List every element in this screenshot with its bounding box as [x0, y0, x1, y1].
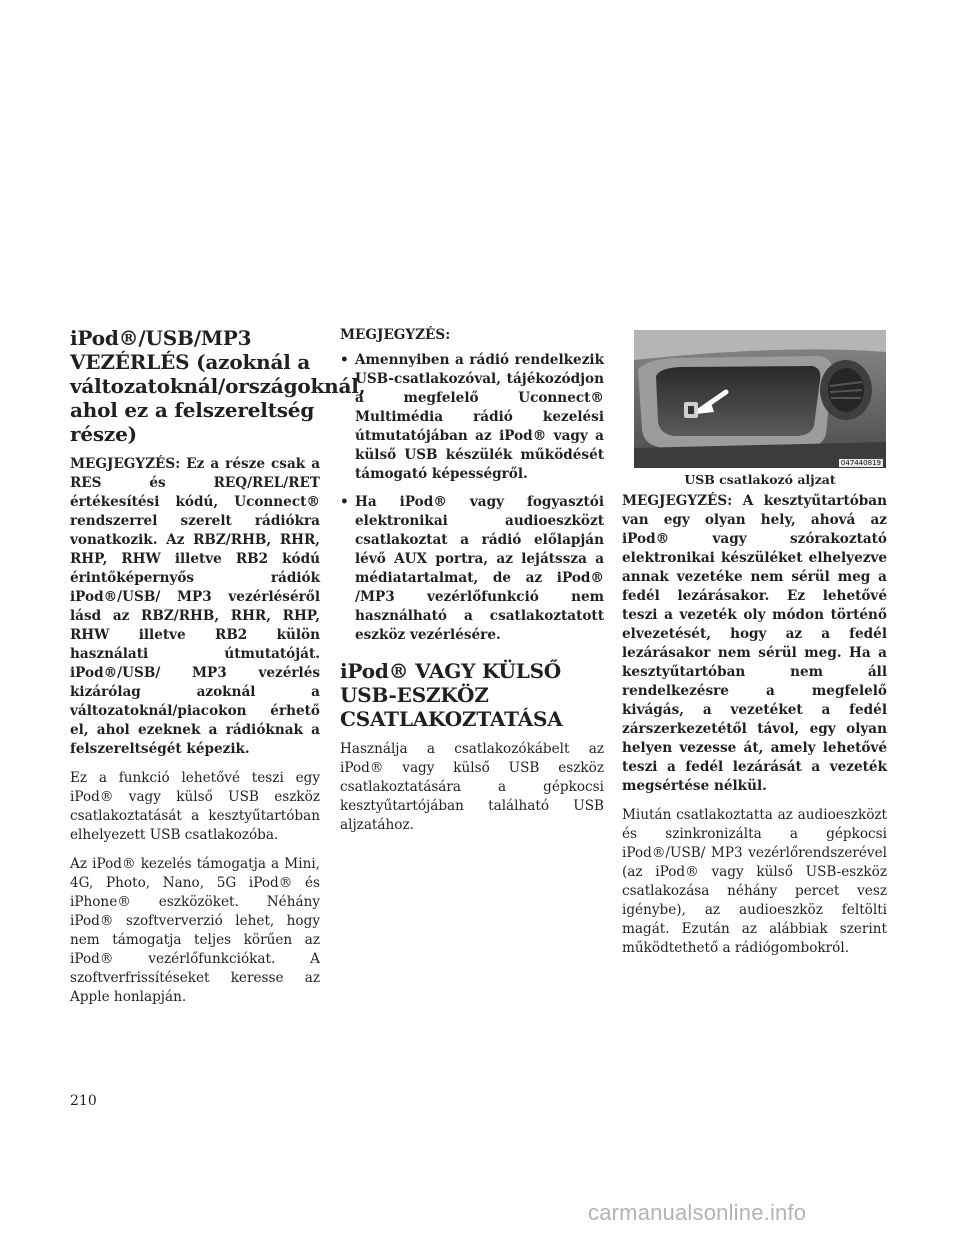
glovebox-illustration [634, 330, 886, 468]
note-radio-codes: MEGJEGYZÉS: Ez a része csak a RES és REQ/REL/RET értékesítési kódú, Uconnect® rendszerrel szerelt rádiókra vonatkozik. Az RBZ/RHB, RHR, RHP, RHW illetve RB2 kódú érintőképernyős rádiók iPod®/USB/ MP3 vezérléséről lásd az RBZ/RHB, RHR, RHP, RHW illetve RB2 külön használati útmutatóját. iPod®/USB/ MP3 vezérlés kizárólag azoknál a változatoknál/piacokon érhető el, ahol ezeknek a rádióknak a felszereltségét képezik. [70, 456, 320, 757]
glovebox-usb-figure [634, 330, 886, 468]
bullet-mark: • [340, 494, 349, 510]
figure-code: 047440819 [840, 459, 881, 467]
note-bullet-list [340, 351, 604, 645]
paragraph-supported-devices: Az iPod® kezelés támogatja a Mini, 4G, Photo, Nano, 5G iPod® és iPhone® eszközöket. Néhány iPod® szoftververzió lehet, hogy nem támogatja teljes körűen az iPod® vezérlőfunkciókat. A szoftverfrissítéseket keresse az Apple honlapján. [70, 856, 320, 1005]
note-heading: MEGJEGYZÉS: [340, 327, 451, 343]
bullet-item [340, 493, 604, 645]
paragraph-function: Ez a funkció lehetővé teszi egy iPod® vagy külső USB eszköz csatlakoztatását a kesztyűtartóban elhelyezett USB csatlakozóba. [70, 770, 320, 843]
note-glovebox-cable: MEGJEGYZÉS: A kesztyűtartóban van egy olyan hely, ahová az iPod® vagy szórakoztató elektronikai készüléket elhelyezve annak vezetéke nem sérül meg a fedél lezárásakor. Ez lehetővé teszi a vezeték oly módon történő elvezetését, hogy az a fedél lezárásakor nem sérül meg. Ha a kesztyűtartóban nem áll rendelkezésre a megfelelő kivágás, a vezetéket a fedél zárszerkezetétől távol, egy olyan helyen vezesse át, amely lehetővé teszi a fedél lezárását a vezeték megsértése nélkül. [622, 493, 887, 794]
bullet-mark: • [340, 352, 349, 368]
paragraph-connect-cable: Használja a csatlakozókábelt az iPod® vagy külső USB eszköz csatlakoztatására a gépkocsi kesztyűtartójában található USB aljzatához. [340, 741, 604, 833]
section-title-ipod-usb-mp3: iPod®/USB/MP3 VEZÉRLÉS (azoknál a változatoknál/országoknál, ahol ez a felszereltség része) [70, 326, 366, 446]
watermark: carmanualsonline.info [588, 1200, 807, 1225]
paragraph-sync: Miután csatlakoztatta az audioeszközt és szinkronizálta a gépkocsi iPod®/USB/ MP3 vezérlőrendszerével (az iPod® vagy külső USB-eszköz csatlakozása néhány percet vesz igénybe), az audioeszköz feltölti magát. Ezután az alábbiak szerint működtethető a rádiógombokról. [622, 807, 887, 956]
column-middle [340, 326, 604, 845]
bullet-item [340, 351, 604, 484]
bullet-text: Amennyiben a rádió rendelkezik USB-csatlakozóval, tájékozódjon a megfelelő Uconnect® Multimédia rádió kezelési útmutatójában az iPod® vagy a külső USB készülék működését támogató képességről. [355, 352, 604, 482]
page-number: 210 [70, 1093, 97, 1109]
bullet-text: Ha iPod® vagy fogyasztói elektronikai audioeszközt csatlakoztat a rádió előlapján lévő AUX portra, az lejátssza a médiatartalmat, de az iPod® /MP3 vezérlőfunkció nem használható a csatlakoztatott eszköz vezérlésére. [355, 494, 604, 643]
figure-caption: USB csatlakozó aljzat [684, 472, 836, 487]
column-right [622, 492, 887, 968]
section-title-connect-device: iPod® VAGY KÜLSŐ USB-ESZKÖZ CSATLAKOZTATÁSA [340, 659, 563, 731]
column-left [70, 326, 366, 1017]
